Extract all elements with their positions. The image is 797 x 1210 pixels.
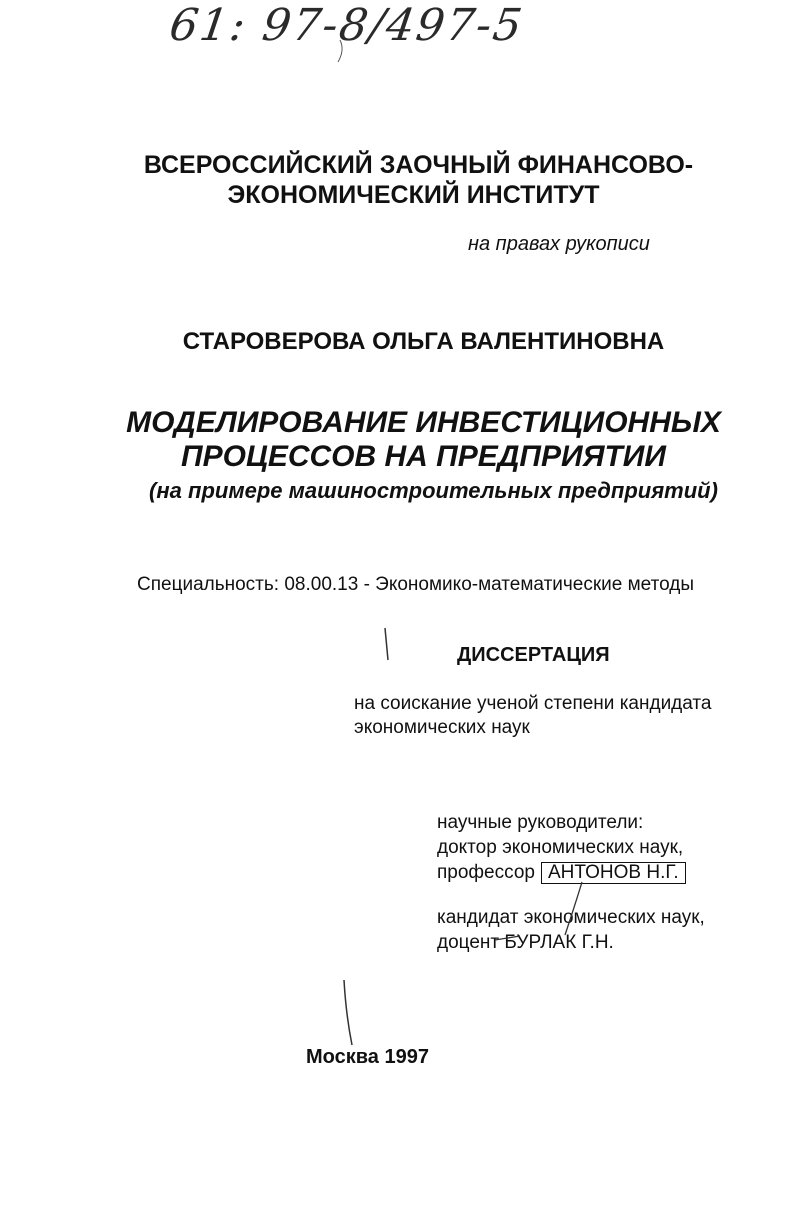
dissertation-subtitle: (на примере машиностроительных предприятий) (149, 478, 718, 503)
handwritten-archive-code: 61: 97-8/497-5 (166, 0, 527, 51)
title-line-2: ПРОЦЕССОВ НА ПРЕДПРИЯТИИ (181, 440, 666, 473)
city-year: Москва 1997 (306, 1046, 429, 1068)
author-name: СТАРОВЕРОВА ОЛЬГА ВАЛЕНТИНОВНА (182, 328, 665, 355)
advisors-heading: научные руководители: (437, 812, 644, 833)
advisor1-title: профессор (437, 862, 535, 883)
advisor2-degree: кандидат экономических наук, (437, 907, 705, 928)
degree-line-2: экономических наук (354, 717, 530, 738)
pen-mark-4 (495, 936, 520, 940)
pen-mark-2 (344, 980, 352, 1045)
institute-line-2: ЭКОНОМИЧЕСКИЙ ИНСТИТУТ (227, 181, 600, 209)
institute-line-1: ВСЕРОССИЙСКИЙ ЗАОЧНЫЙ ФИНАНСОВО- (143, 151, 694, 179)
manuscript-note: на правах рукописи (468, 233, 650, 255)
advisor2-name: БУРЛАК Г.Н. (504, 932, 614, 953)
pen-mark-3 (565, 882, 582, 935)
advisor2-title: доцент (437, 932, 500, 953)
dissertation-heading: ДИССЕРТАЦИЯ (457, 644, 610, 666)
specialty-line: Специальность: 08.00.13 - Экономико-математические методы (137, 574, 695, 595)
pen-mark-5 (338, 40, 342, 62)
pen-mark-1 (385, 628, 388, 660)
advisor1-degree: доктор экономических наук, (437, 837, 684, 858)
advisor1-name: АНТОНОВ Н.Г. (541, 862, 686, 884)
title-line-1: МОДЕЛИРОВАНИЕ ИНВЕСТИЦИОННЫХ (126, 406, 721, 439)
degree-line-1: на соискание ученой степени кандидата (354, 693, 712, 714)
